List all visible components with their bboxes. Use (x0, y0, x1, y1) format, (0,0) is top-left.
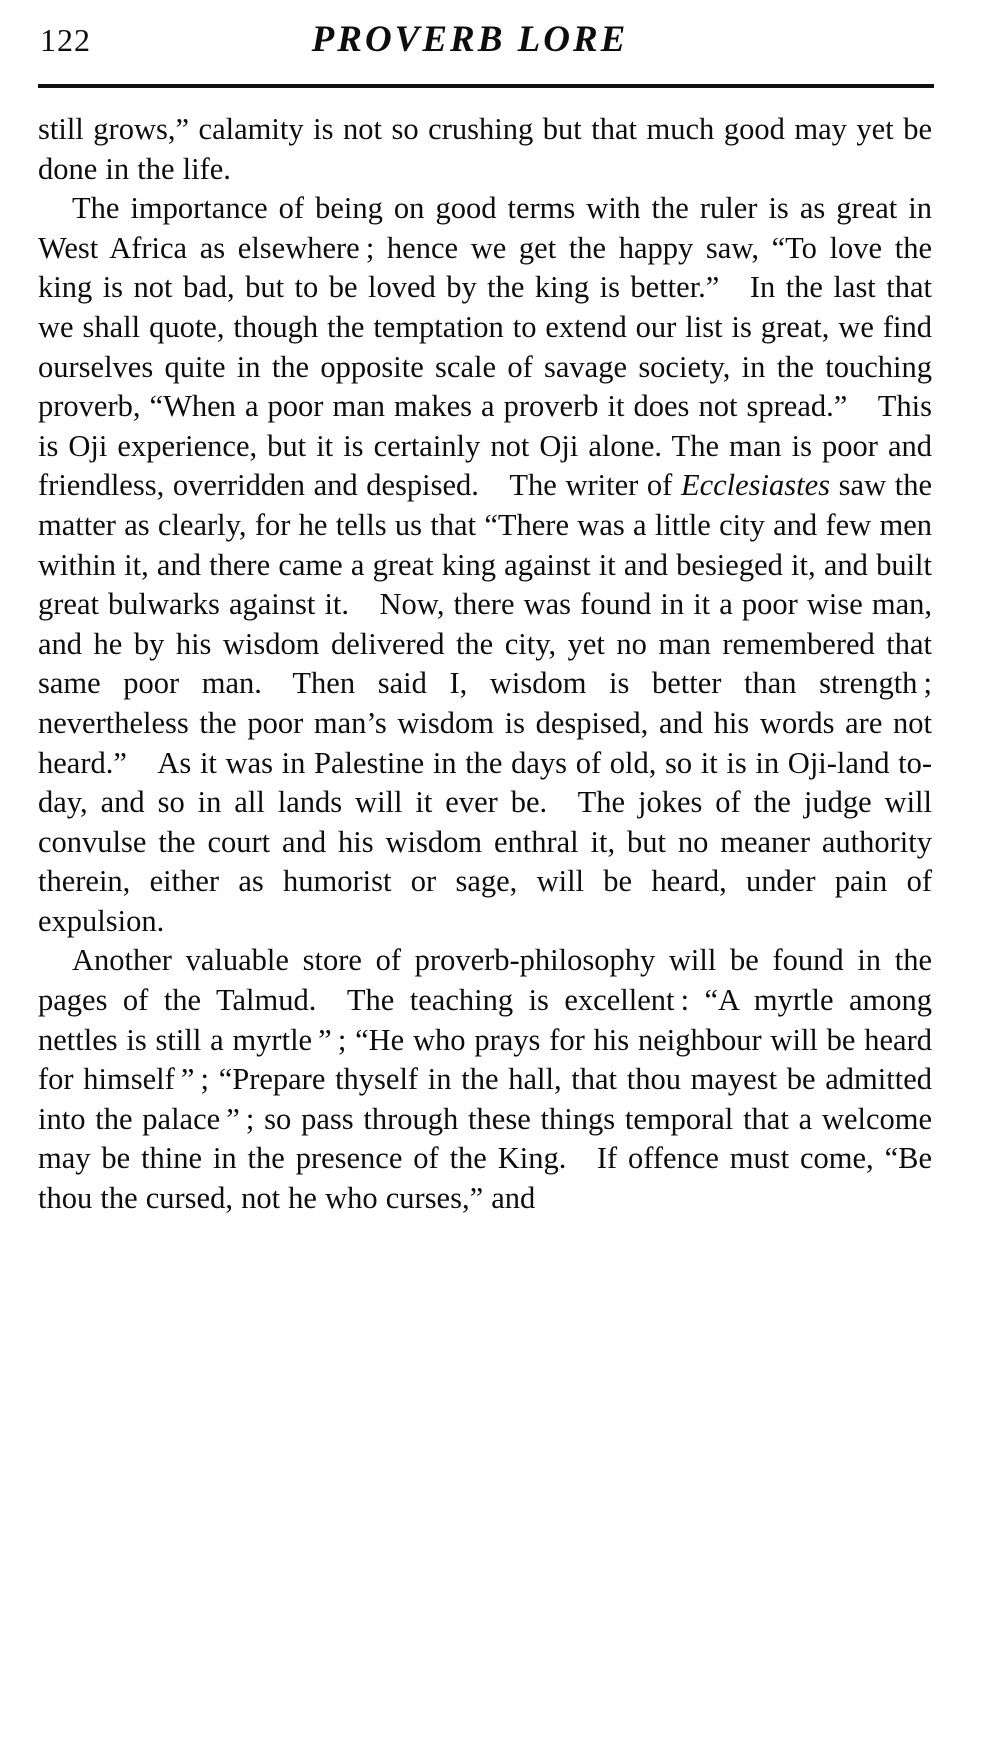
page-body (32, 110, 940, 1219)
paragraph-ruler-proverbs (38, 189, 932, 941)
paragraph-text-part-1: The importance of being on good terms with the ruler is as great in West Africa as elsewhere ; hence we get the happy saw, “To love the king is not bad, but to be loved by the king is better.” In the last that we shall quote, though the temptation to extend our list is great, we find ourselves quite in the opposite scale of savage society, in the touching proverb, “When a poor man makes a proverb it does not spread.” This is Oji experience, but it is certainly not Oji alone. The man is poor and friendless, overridden and despised. The writer of (38, 191, 932, 503)
page-number: 122 (40, 22, 91, 58)
header-divider (38, 84, 934, 88)
page-title: PROVERB LORE (311, 19, 629, 60)
paragraph-continuation: still grows,” calamity is not so crushing but that much good may yet be done in the life. (38, 112, 932, 186)
running-head (32, 18, 940, 74)
book-title-ecclesiastes: Ecclesiastes (680, 468, 831, 503)
paragraph-text-part-2: saw the matter as clearly, for he tells us that “There was a little city and few men within it, and there came a great king against it and besieged it, and built great bulwarks against it. Now, there was found in it a poor wise man, and he by his wisdom delivered the city, yet no man remembered that same poor man. Then said I, wisdom is better than strength ; nevertheless the poor man’s wisdom is despised, and his words are not heard.” As it was in Palestine in the days of old, so it is in Oji-land to-day, and so in all lands will it ever be. The jokes of the judge will convulse the court and his wisdom enthral it, but no meaner authority therein, either as humorist or sage, will be heard, under pain of expulsion. (38, 468, 932, 938)
paragraph-talmud: Another valuable store of proverb-philosophy will be found in the pages of the Talmud. The teaching is excellent : “A myrtle among nettles is still a myrtle ” ; “He who prays for his neighbour will be heard for himself ” ; “Prepare thyself in the hall, that thou mayest be admitted into the palace ” ; so pass through these things temporal that a welcome may be thine in the presence of the King. If offence must come, “Be thou the cursed, not he who curses,” and (38, 943, 932, 1216)
